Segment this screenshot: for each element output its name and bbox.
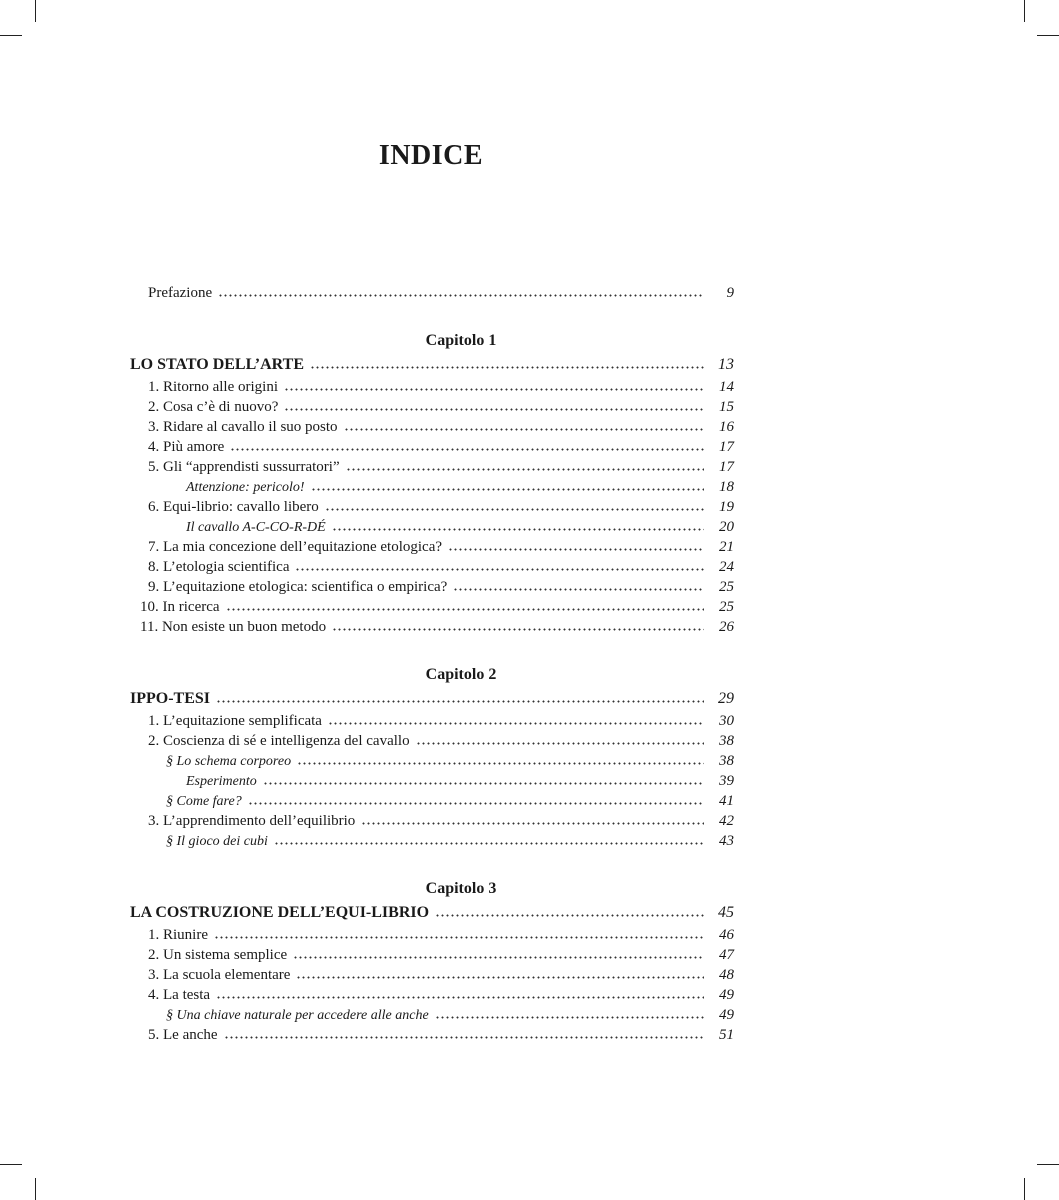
toc-entry-page: 29 bbox=[718, 690, 734, 707]
toc-entry-page: 18 bbox=[719, 479, 734, 495]
toc-entry-label: 1. L’equitazione semplificata bbox=[148, 713, 322, 729]
toc-entry-label: 5. Gli “apprendisti sussurratori” bbox=[148, 459, 340, 475]
toc-entry[interactable] bbox=[130, 985, 734, 1005]
toc-entry-label: 3. La scuola elementare bbox=[148, 967, 291, 983]
toc-entry-page: 49 bbox=[719, 987, 734, 1003]
toc-entry[interactable] bbox=[130, 1025, 734, 1045]
toc-entry[interactable] bbox=[130, 811, 734, 831]
dot-leader bbox=[296, 976, 704, 979]
toc-entry-label: Prefazione bbox=[148, 285, 213, 301]
toc-entry-label: 5. Le anche bbox=[148, 1027, 218, 1043]
toc-entry[interactable] bbox=[130, 397, 734, 417]
toc-entry-page: 19 bbox=[719, 499, 734, 515]
chapter-title-entry[interactable] bbox=[130, 353, 734, 377]
chapter-heading: Capitolo 3 bbox=[425, 880, 497, 897]
dot-leader bbox=[297, 762, 704, 765]
toc-entry-page: 17 bbox=[719, 459, 734, 475]
toc-entry-page: 38 bbox=[719, 733, 734, 749]
toc-entry[interactable] bbox=[130, 771, 734, 791]
chapter-heading: Capitolo 1 bbox=[425, 332, 497, 349]
dot-leader bbox=[332, 528, 704, 531]
toc-entry[interactable] bbox=[130, 945, 734, 965]
dot-leader bbox=[263, 782, 704, 785]
dot-leader bbox=[435, 914, 704, 917]
chapter-title-entry[interactable] bbox=[130, 901, 734, 925]
toc-entry[interactable] bbox=[130, 497, 734, 517]
dot-leader bbox=[453, 588, 704, 591]
dot-leader bbox=[344, 428, 704, 431]
dot-leader bbox=[332, 628, 704, 631]
dot-leader bbox=[311, 488, 704, 491]
crop-mark bbox=[1024, 0, 1025, 22]
toc-entry[interactable] bbox=[130, 711, 734, 731]
dot-leader bbox=[416, 742, 704, 745]
toc-entry-label: 7. La mia concezione dell’equitazione etologica? bbox=[148, 539, 443, 555]
page-title: INDICE bbox=[378, 140, 484, 171]
toc-entry[interactable] bbox=[130, 965, 734, 985]
toc-entry-label: 1. Ritorno alle origini bbox=[148, 379, 278, 395]
toc-entry-page: 21 bbox=[719, 539, 734, 555]
toc-entry-label: 10. In ricerca bbox=[140, 599, 220, 615]
dot-leader bbox=[284, 408, 704, 411]
toc-entry[interactable] bbox=[130, 791, 734, 811]
toc-entry[interactable] bbox=[130, 597, 734, 617]
toc-entry-label: § Una chiave naturale per accedere alle anche bbox=[166, 1008, 429, 1023]
spacer bbox=[130, 303, 734, 329]
toc-entry-label: 3. Ridare al cavallo il suo posto bbox=[148, 419, 338, 435]
dot-leader bbox=[361, 822, 704, 825]
toc-entry[interactable] bbox=[130, 731, 734, 751]
toc-entry-label: 11. Non esiste un buon metodo bbox=[140, 619, 327, 635]
chapter-title: IPPO-TESI bbox=[130, 690, 211, 707]
crop-mark bbox=[0, 1164, 22, 1165]
toc-entry[interactable] bbox=[130, 537, 734, 557]
toc-entry-page: 20 bbox=[719, 519, 734, 535]
dot-leader bbox=[216, 996, 704, 999]
toc-entry-page: 30 bbox=[719, 713, 734, 729]
crop-mark bbox=[1037, 1164, 1059, 1165]
chapter-heading: Capitolo 2 bbox=[425, 666, 497, 683]
toc-entry-label: § Come fare? bbox=[166, 794, 242, 809]
dot-leader bbox=[248, 802, 704, 805]
dot-leader bbox=[328, 722, 704, 725]
toc-entry[interactable] bbox=[130, 437, 734, 457]
toc-entry-page: 26 bbox=[719, 619, 734, 635]
toc-entry-label: Il cavallo A-C-CO-R-DÉ bbox=[186, 520, 326, 535]
dot-leader bbox=[284, 388, 704, 391]
dot-leader bbox=[216, 700, 704, 703]
crop-mark bbox=[35, 0, 36, 22]
chapter-title: LO STATO DELL’ARTE bbox=[130, 356, 305, 373]
dot-leader bbox=[448, 548, 704, 551]
toc-entry-label: 2. Coscienza di sé e intelligenza del cavallo bbox=[148, 733, 410, 749]
dot-leader bbox=[214, 936, 704, 939]
dot-leader bbox=[218, 294, 704, 297]
crop-mark bbox=[0, 35, 22, 36]
dot-leader bbox=[224, 1036, 704, 1039]
toc-entry[interactable] bbox=[130, 377, 734, 397]
toc-entry-label: 4. Più amore bbox=[148, 439, 225, 455]
dot-leader bbox=[226, 608, 704, 611]
toc-entry-page: 47 bbox=[719, 947, 734, 963]
dot-leader bbox=[230, 448, 704, 451]
crop-mark bbox=[1024, 1178, 1025, 1200]
dot-leader bbox=[274, 842, 704, 845]
toc-entry-page: 13 bbox=[718, 356, 734, 373]
spacer bbox=[130, 637, 734, 663]
toc-entry-label: 2. Cosa c’è di nuovo? bbox=[148, 399, 279, 415]
toc-entry-label: 6. Equi-librio: cavallo libero bbox=[148, 499, 319, 515]
toc-entry[interactable] bbox=[130, 751, 734, 771]
crop-mark bbox=[1037, 35, 1059, 36]
toc-entry-label: 2. Un sistema semplice bbox=[148, 947, 288, 963]
toc-entry-page: 38 bbox=[719, 753, 734, 769]
dot-leader bbox=[310, 366, 704, 369]
toc-entry[interactable] bbox=[130, 557, 734, 577]
toc-entry-label: 1. Riunire bbox=[148, 927, 208, 943]
toc-entry-page: 48 bbox=[719, 967, 734, 983]
toc-entry-label: 8. L’etologia scientifica bbox=[148, 559, 290, 575]
toc-entry[interactable] bbox=[130, 617, 734, 637]
toc-entry[interactable] bbox=[130, 1005, 734, 1025]
dot-leader bbox=[435, 1016, 704, 1019]
toc-entry-label: 3. L’apprendimento dell’equilibrio bbox=[148, 813, 356, 829]
toc-entry-page: 25 bbox=[719, 599, 734, 615]
toc-entry[interactable] bbox=[130, 831, 734, 851]
toc-entry-label: § Il gioco dei cubi bbox=[166, 834, 268, 849]
toc-entry-page: 9 bbox=[726, 285, 734, 301]
toc-entry-prefazione[interactable] bbox=[130, 283, 734, 303]
toc-entry-label: 9. L’equitazione etologica: scientifica o empirica? bbox=[148, 579, 448, 595]
dot-leader bbox=[325, 508, 704, 511]
toc-entry-label: Esperimento bbox=[186, 774, 257, 789]
toc-entry-page: 15 bbox=[719, 399, 734, 415]
toc-entry[interactable] bbox=[130, 477, 734, 497]
toc-entry-page: 24 bbox=[719, 559, 734, 575]
toc-entry-page: 45 bbox=[718, 904, 734, 921]
toc-entry-page: 17 bbox=[719, 439, 734, 455]
chapter-title-entry[interactable] bbox=[130, 687, 734, 711]
toc-entry-page: 43 bbox=[719, 833, 734, 849]
toc-entry-label: 4. La testa bbox=[148, 987, 211, 1003]
spacer bbox=[130, 851, 734, 877]
dot-leader bbox=[295, 568, 704, 571]
toc-entry-page: 49 bbox=[719, 1007, 734, 1023]
toc-entry[interactable] bbox=[130, 417, 734, 437]
toc-entry[interactable] bbox=[130, 457, 734, 477]
dot-leader bbox=[293, 956, 704, 959]
chapter-title: LA COSTRUZIONE DELL’EQUI-LIBRIO bbox=[130, 904, 430, 921]
toc-entry-label: Attenzione: pericolo! bbox=[186, 480, 305, 495]
toc-entry-page: 41 bbox=[719, 793, 734, 809]
toc-entry-page: 16 bbox=[719, 419, 734, 435]
toc-entry-label: § Lo schema corporeo bbox=[166, 754, 292, 769]
dot-leader bbox=[346, 468, 704, 471]
toc-entry-page: 14 bbox=[719, 379, 734, 395]
toc-entry[interactable] bbox=[130, 577, 734, 597]
toc-entry-page: 39 bbox=[719, 773, 734, 789]
toc-entry-page: 25 bbox=[719, 579, 734, 595]
toc-entry-page: 42 bbox=[719, 813, 734, 829]
toc-entry-page: 51 bbox=[719, 1027, 734, 1043]
toc-entry-page: 46 bbox=[719, 927, 734, 943]
table-of-contents bbox=[130, 283, 734, 1045]
toc-entry[interactable] bbox=[130, 517, 734, 537]
toc-entry[interactable] bbox=[130, 925, 734, 945]
crop-mark bbox=[35, 1178, 36, 1200]
